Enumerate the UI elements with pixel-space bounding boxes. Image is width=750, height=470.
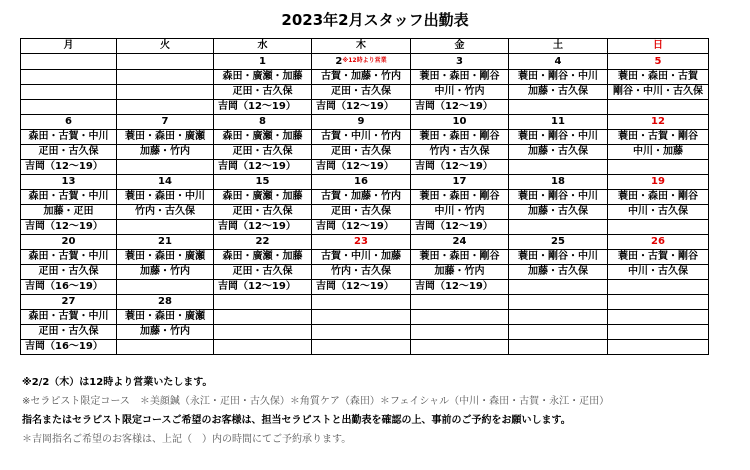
note-line-4: ＊吉岡指名ご希望のお客様は、上記（ ）内の時間にてご予約承ります。 — [22, 434, 352, 445]
staff-names: 疋田・古久保 — [312, 85, 411, 100]
day-number-text: 15 — [255, 176, 270, 187]
staff-names: 剛谷・中川・古久保 — [608, 85, 709, 100]
day-number — [509, 235, 608, 250]
staff-names: 疋田・古久保 — [214, 265, 312, 280]
staff-names: 疋田・古久保 — [214, 205, 312, 220]
day-number — [21, 175, 117, 190]
staff-names: 森田・古賀・中川 — [21, 250, 117, 265]
day-number-text: 26 — [651, 236, 665, 247]
day-number-text: 10 — [452, 116, 467, 127]
weekday-sat: 土 — [509, 39, 608, 54]
staff-names — [214, 325, 312, 340]
therapist-hours: 吉岡（16～19） — [21, 340, 117, 355]
staff-names: 中川・加藤 — [608, 145, 709, 160]
week-1-staff-row-1 — [21, 70, 709, 85]
day-number — [312, 175, 411, 190]
staff-names: 疋田・古久保 — [21, 325, 117, 340]
day-number — [214, 235, 312, 250]
page-title: 2023年2月スタッフ出勤表 — [281, 11, 469, 29]
therapist-hours — [509, 280, 608, 295]
staff-names: 蓑田・森田・剛谷 — [411, 130, 509, 145]
staff-names: 森田・古賀・中川 — [21, 310, 117, 325]
day-number — [117, 54, 214, 70]
day-number-text: 11 — [551, 116, 565, 127]
therapist-hours — [214, 340, 312, 355]
day-number — [608, 175, 709, 190]
day-number-text: 6 — [65, 116, 72, 127]
therapist-hours — [117, 280, 214, 295]
day-number-text: 7 — [161, 116, 169, 127]
therapist-hours — [608, 100, 709, 115]
therapist-hours — [117, 100, 214, 115]
day-number — [21, 54, 117, 70]
therapist-hours: 吉岡（12～19） — [411, 220, 509, 235]
weekday-sun: 日 — [608, 39, 709, 54]
staff-names — [214, 310, 312, 325]
weekday-header-row — [21, 39, 709, 54]
day-number — [21, 235, 117, 250]
day-number — [411, 175, 509, 190]
day-number — [509, 54, 608, 70]
staff-names: 中川・竹内 — [411, 205, 509, 220]
day-number-text: 20 — [61, 236, 76, 247]
day-number — [608, 295, 709, 310]
week-4-time-row — [21, 280, 709, 295]
notes-section — [22, 373, 737, 449]
weekday-thu: 木 — [312, 39, 411, 54]
staff-names — [312, 310, 411, 325]
day-number — [509, 115, 608, 130]
staff-names: 蓑田・森田・廣瀬 — [117, 250, 214, 265]
day-number — [312, 235, 411, 250]
staff-names: 蓑田・剛谷・中川 — [509, 190, 608, 205]
week-5-time-row — [21, 340, 709, 355]
day-number-text: 1 — [259, 55, 266, 67]
staff-names: 竹内・古久保 — [312, 265, 411, 280]
staff-names: 竹内・古久保 — [117, 205, 214, 220]
staff-names: 蓑田・古賀・剛谷 — [608, 130, 709, 145]
day-number-text: 17 — [452, 176, 467, 187]
staff-names: 中川・古久保 — [608, 265, 709, 280]
week-4-date-row — [21, 235, 709, 250]
staff-names — [509, 310, 608, 325]
day-number — [411, 54, 509, 70]
staff-names: 古賀・加藤・竹内 — [312, 70, 411, 85]
staff-names: 森田・古賀・中川 — [21, 190, 117, 205]
staff-names: 疋田・古久保 — [312, 145, 411, 160]
day-number-text: 14 — [158, 176, 172, 187]
staff-names — [608, 325, 709, 340]
therapist-hours: 吉岡（12～19） — [411, 280, 509, 295]
day-number-text: 9 — [357, 116, 365, 127]
week-2-staff-row-2 — [21, 145, 709, 160]
day-number — [509, 175, 608, 190]
week-1-date-row — [21, 54, 709, 70]
staff-names: 加藤・古久保 — [509, 145, 608, 160]
week-3-date-row — [21, 175, 709, 190]
day-number-text: 18 — [551, 176, 565, 187]
day-number-text: 8 — [259, 116, 266, 127]
staff-names: 蓑田・剛谷・中川 — [509, 250, 608, 265]
staff-names: 蓑田・森田・廣瀬 — [117, 130, 214, 145]
day-number — [21, 115, 117, 130]
week-2-time-row — [21, 160, 709, 175]
therapist-hours — [21, 100, 117, 115]
week-2-date-row — [21, 115, 709, 130]
week-2-staff-row-1 — [21, 130, 709, 145]
staff-names: 加藤・古久保 — [509, 205, 608, 220]
staff-names: 疋田・古久保 — [21, 145, 117, 160]
staff-names: 蓑田・剛谷・中川 — [509, 130, 608, 145]
staff-names: 疋田・古久保 — [312, 205, 411, 220]
therapist-hours: 吉岡（12～19） — [411, 100, 509, 115]
staff-names: 蓑田・剛谷・中川 — [509, 70, 608, 85]
staff-names: 蓑田・古賀・剛谷 — [608, 250, 709, 265]
therapist-hours: 吉岡（12～19） — [21, 220, 117, 235]
staff-names: 森田・廣瀬・加藤 — [214, 190, 312, 205]
day-number — [509, 295, 608, 310]
day-number-text: 19 — [651, 176, 665, 187]
staff-names — [312, 325, 411, 340]
week-1-staff-row-2 — [21, 85, 709, 100]
staff-names: 蓑田・森田・古賀 — [608, 70, 709, 85]
staff-names: 中川・古久保 — [608, 205, 709, 220]
therapist-hours — [608, 340, 709, 355]
staff-names: 竹内・古久保 — [411, 145, 509, 160]
therapist-hours — [117, 340, 214, 355]
therapist-hours: 吉岡（12～19） — [312, 220, 411, 235]
staff-names — [411, 310, 509, 325]
day-number — [411, 115, 509, 130]
staff-names: 疋田・古久保 — [214, 85, 312, 100]
week-4-staff-row-2 — [21, 265, 709, 280]
shift-calendar — [20, 38, 709, 355]
staff-names: 古賀・中川・加藤 — [312, 250, 411, 265]
day-number-text: 22 — [255, 236, 270, 247]
day-number — [608, 54, 709, 70]
day-number-text: 4 — [554, 55, 562, 67]
therapist-hours — [509, 160, 608, 175]
staff-names: 蓑田・森田・中川 — [117, 190, 214, 205]
day-number — [411, 235, 509, 250]
therapist-hours — [509, 220, 608, 235]
staff-names: 加藤・竹内 — [117, 145, 214, 160]
day-number-text: 25 — [551, 236, 565, 247]
weekday-fri: 金 — [411, 39, 509, 54]
note-line-3: 指名またはセラピスト限定コースご希望のお客様は、担当セラピストと出勤表を確認の上、事前のご予約をお願いします。 — [22, 415, 571, 426]
day-number — [214, 295, 312, 310]
day-number — [117, 235, 214, 250]
staff-names: 蓑田・森田・廣瀬 — [117, 310, 214, 325]
staff-names: 加藤・竹内 — [117, 265, 214, 280]
weekday-mon: 月 — [21, 39, 117, 54]
note-line-1: ※2/2（木）は12時より営業いたします。 — [22, 377, 213, 388]
week-1-time-row — [21, 100, 709, 115]
staff-names: 蓑田・森田・剛谷 — [411, 190, 509, 205]
day-number — [608, 235, 709, 250]
day-number-text: 5 — [654, 55, 662, 67]
weekday-tue: 火 — [117, 39, 214, 54]
day-number-text: 2 — [335, 56, 343, 67]
staff-names — [117, 70, 214, 85]
week-5-date-row — [21, 295, 709, 310]
staff-names: 蓑田・森田・剛谷 — [608, 190, 709, 205]
staff-names — [608, 310, 709, 325]
therapist-hours: 吉岡（12～19） — [21, 160, 117, 175]
day-number — [312, 115, 411, 130]
staff-names — [411, 325, 509, 340]
week-4-staff-row-1 — [21, 250, 709, 265]
therapist-hours: 吉岡（12～19） — [411, 160, 509, 175]
staff-names — [21, 70, 117, 85]
day-note: ※12時より営業 — [342, 57, 387, 64]
staff-names: 蓑田・森田・剛谷 — [411, 250, 509, 265]
staff-names: 古賀・中川・竹内 — [312, 130, 411, 145]
staff-names: 森田・古賀・中川 — [21, 130, 117, 145]
day-number-text: 13 — [61, 176, 76, 187]
therapist-hours — [117, 220, 214, 235]
day-number — [117, 175, 214, 190]
therapist-hours: 吉岡（12～19） — [214, 220, 312, 235]
staff-names: 加藤・疋田 — [21, 205, 117, 220]
therapist-hours — [411, 340, 509, 355]
therapist-hours — [509, 100, 608, 115]
day-number — [608, 115, 709, 130]
therapist-hours: 吉岡（12～19） — [214, 100, 312, 115]
staff-names: 疋田・古久保 — [214, 145, 312, 160]
day-number — [117, 295, 214, 310]
staff-names — [21, 85, 117, 100]
therapist-hours — [509, 340, 608, 355]
staff-names: 古賀・加藤・竹内 — [312, 190, 411, 205]
staff-names: 森田・廣瀬・加藤 — [214, 130, 312, 145]
therapist-hours: 吉岡（16～19） — [21, 280, 117, 295]
staff-names: 森田・廣瀬・加藤 — [214, 70, 312, 85]
staff-names: 加藤・竹内 — [117, 325, 214, 340]
day-number — [214, 175, 312, 190]
therapist-hours — [608, 220, 709, 235]
day-number — [411, 295, 509, 310]
day-number-text: 16 — [354, 176, 368, 187]
day-number — [214, 115, 312, 130]
therapist-hours — [312, 340, 411, 355]
therapist-hours — [608, 280, 709, 295]
week-3-staff-row-1 — [21, 190, 709, 205]
staff-names: 加藤・古久保 — [509, 85, 608, 100]
day-number-text: 28 — [158, 296, 172, 307]
note-line-2: ※セラピスト限定コース ＊美顔鍼（永江・疋田・古久保）＊角質ケア（森田）＊フェイシャル（中川・森田・古賀・永江・疋田） — [22, 396, 610, 407]
therapist-hours — [608, 160, 709, 175]
staff-names — [509, 325, 608, 340]
day-number — [312, 295, 411, 310]
therapist-hours: 吉岡（12～19） — [312, 100, 411, 115]
day-number-text: 12 — [651, 116, 665, 127]
staff-names: 加藤・竹内 — [411, 265, 509, 280]
staff-names: 疋田・古久保 — [21, 265, 117, 280]
therapist-hours: 吉岡（12～19） — [312, 280, 411, 295]
week-5-staff-row-2 — [21, 325, 709, 340]
week-3-time-row — [21, 220, 709, 235]
therapist-hours: 吉岡（12～19） — [312, 160, 411, 175]
therapist-hours — [117, 160, 214, 175]
week-3-staff-row-2 — [21, 205, 709, 220]
staff-names: 森田・廣瀬・加藤 — [214, 250, 312, 265]
staff-names: 中川・竹内 — [411, 85, 509, 100]
therapist-hours: 吉岡（12～19） — [214, 160, 312, 175]
staff-names — [117, 85, 214, 100]
day-number-text: 21 — [158, 236, 172, 247]
therapist-hours: 吉岡（12～19） — [214, 280, 312, 295]
staff-names: 加藤・古久保 — [509, 265, 608, 280]
staff-names: 蓑田・森田・剛谷 — [411, 70, 509, 85]
week-5-staff-row-1 — [21, 310, 709, 325]
day-number — [312, 54, 411, 70]
day-number-text: 24 — [452, 236, 467, 247]
day-number-text: 23 — [354, 236, 368, 247]
day-number — [21, 295, 117, 310]
day-number — [117, 115, 214, 130]
day-number-text: 3 — [456, 55, 463, 67]
day-number — [214, 54, 312, 70]
weekday-wed: 水 — [214, 39, 312, 54]
day-number-text: 27 — [61, 296, 76, 307]
